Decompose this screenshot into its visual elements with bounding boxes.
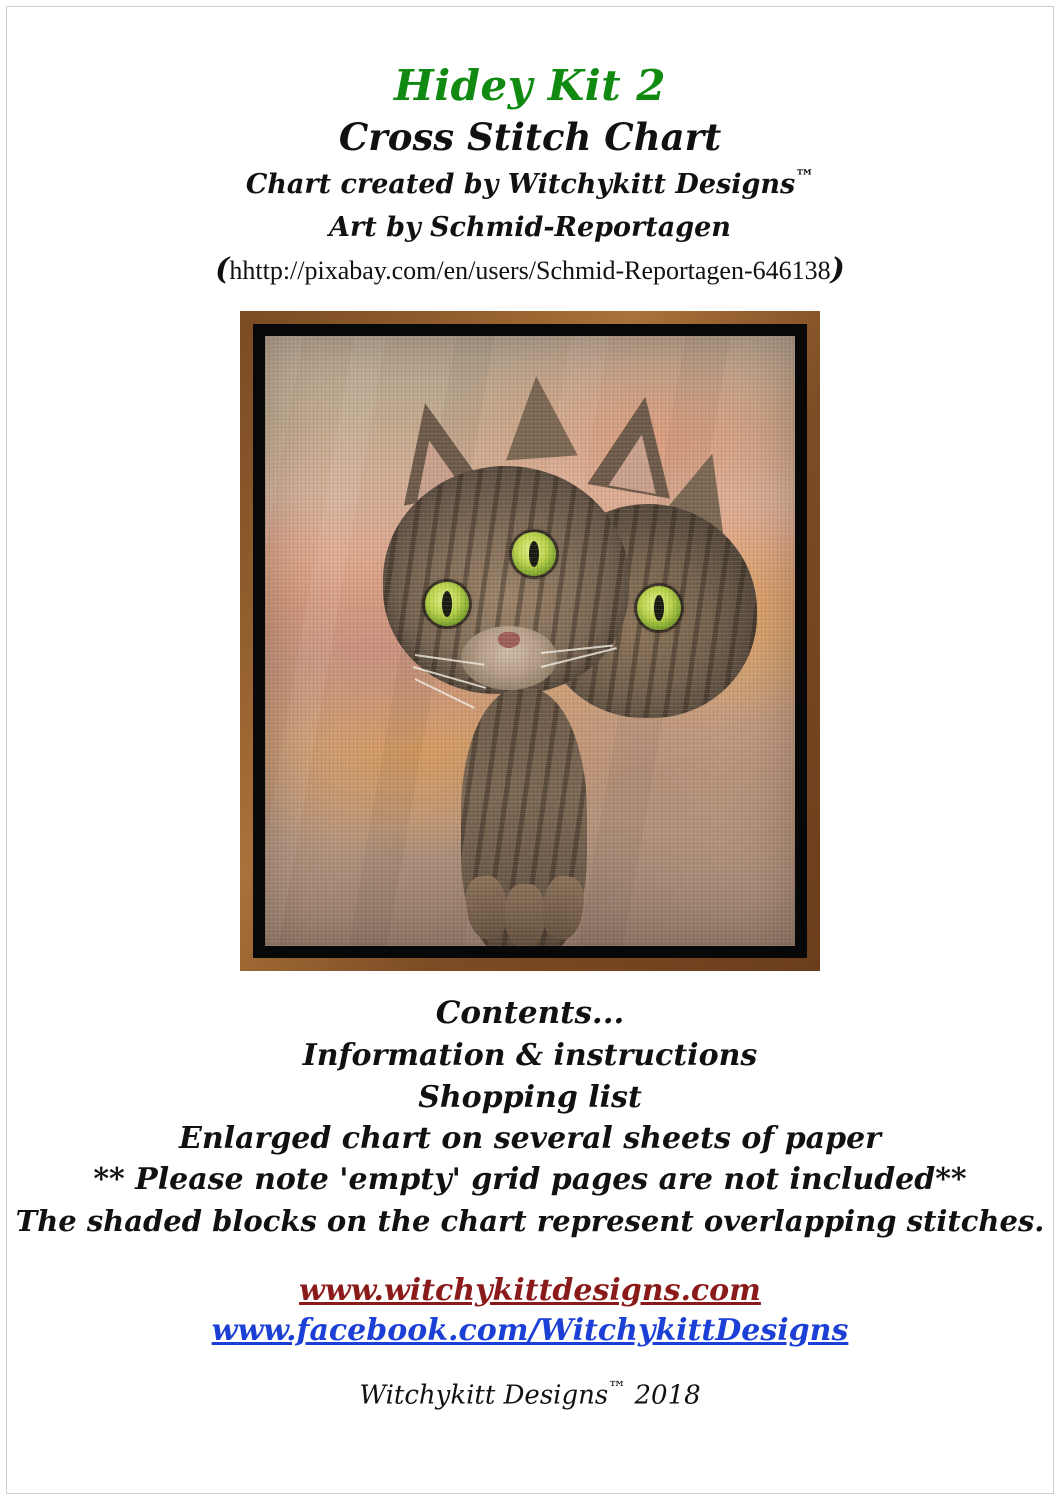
contents-note: ** Please note 'empty' grid pages are not included**	[93, 1162, 967, 1198]
links-section	[0, 1271, 1060, 1352]
cat-pupil-left	[442, 591, 452, 617]
contents-item: Enlarged chart on several sheets of paper	[179, 1120, 881, 1156]
cat-paw-center	[505, 884, 545, 946]
contents-note: The shaded blocks on the chart represent overlapping stitches.	[15, 1203, 1045, 1238]
footer-trademark-symbol: ™	[608, 1377, 627, 1399]
cat-pupil-upper	[529, 541, 539, 567]
cat-ear-inner-right	[609, 431, 666, 494]
document-header	[0, 0, 1060, 287]
facebook-link[interactable]: www.facebook.com/WitchykittDesigns	[211, 1313, 849, 1349]
page-subtitle: Cross Stitch Chart	[338, 115, 722, 160]
art-credit: Art by Schmid-Reportagen	[329, 211, 731, 243]
cat-illustration	[265, 336, 795, 946]
contents-section	[0, 993, 1060, 1240]
source-url-line	[0, 252, 1060, 287]
source-open-paren: (	[215, 252, 230, 288]
cat-eye-left	[425, 582, 469, 626]
page-title: Hidey Kit 2	[394, 61, 666, 110]
contents-item: Information & instructions	[302, 1038, 758, 1074]
footer-brand: Witchykitt Designs	[359, 1380, 609, 1411]
chart-credit-text: Chart created by Witchykitt Designs	[245, 169, 796, 201]
footer-year: 2018	[634, 1380, 701, 1411]
website-link[interactable]: www.witchykittdesigns.com	[299, 1272, 761, 1308]
artwork-figure	[240, 311, 820, 971]
footer-copyright	[0, 1378, 1060, 1411]
contents-heading: Contents...	[435, 995, 625, 1032]
cat-pupil-right	[654, 595, 664, 621]
contents-item: Shopping list	[418, 1079, 642, 1115]
cat-eye-right	[637, 586, 681, 630]
cat-ear-back-left-icon	[500, 374, 578, 461]
cat-eye-upper	[512, 532, 556, 576]
source-url[interactable]: hhttp://pixabay.com/en/users/Schmid-Reportagen-646138	[229, 256, 831, 286]
chart-credit	[0, 165, 1060, 203]
trademark-symbol: ™	[795, 166, 815, 189]
source-close-paren: )	[830, 252, 845, 288]
stitched-artwork-image	[265, 336, 795, 946]
